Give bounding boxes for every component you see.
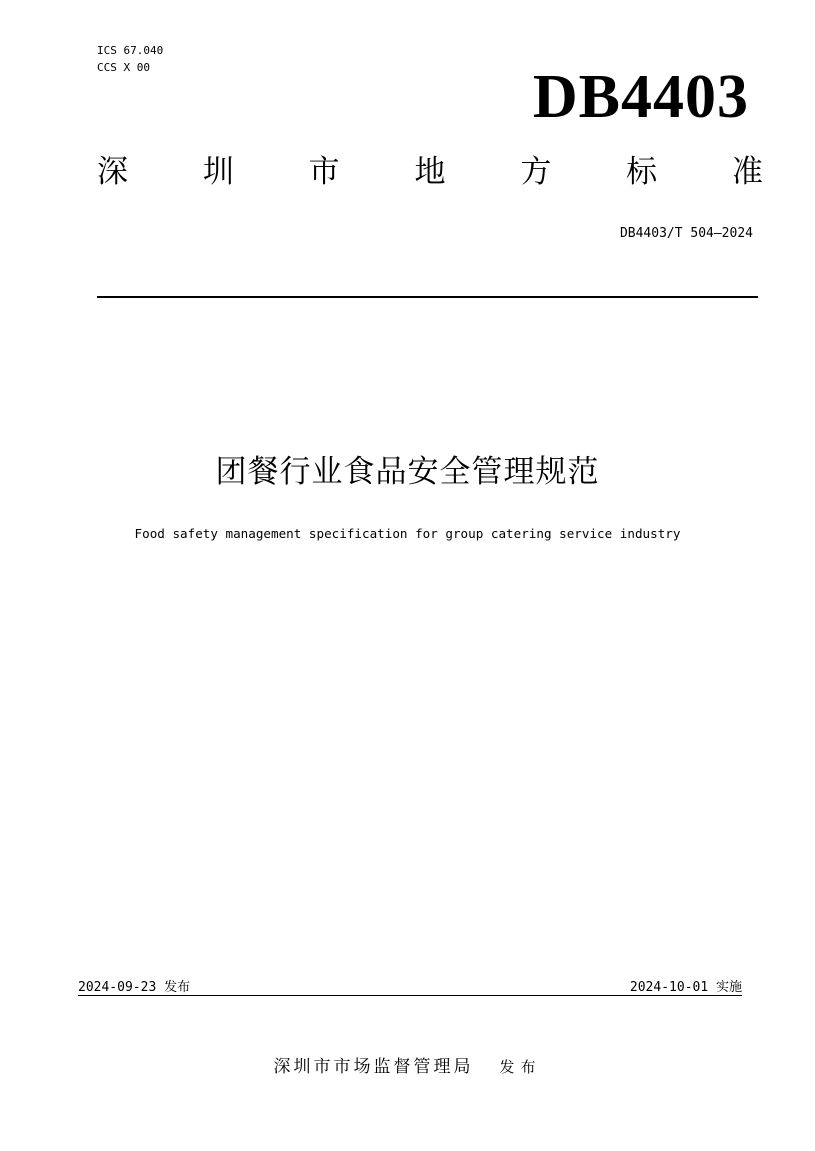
standard-type-char: 方: [520, 154, 552, 190]
standard-logo: DB4403: [532, 63, 749, 131]
standard-number: DB4403/T 504—2024: [619, 226, 753, 241]
ccs-code: CCS X 00: [97, 61, 150, 74]
publisher: [0, 1052, 815, 1077]
standard-type-char: 市: [308, 154, 340, 190]
standard-type: [97, 154, 763, 190]
standard-type-char: 圳: [202, 154, 234, 190]
header-divider: [97, 296, 758, 298]
publisher-action: 发布: [499, 1058, 542, 1076]
standard-type-char: 地: [414, 154, 446, 190]
implementation-date: 2024-10-01 实施: [629, 980, 742, 995]
issue-date: 2024-09-23 发布: [78, 980, 191, 995]
document-title-english: Food safety management specification for group catering service industry: [134, 526, 681, 541]
classification-codes: [97, 42, 163, 76]
document-title-chinese: 团餐行业食品安全管理规范: [215, 454, 600, 490]
ics-code: ICS 67.040: [97, 44, 164, 57]
dates-divider: [78, 995, 742, 996]
standard-type-char: 深: [97, 154, 128, 190]
standard-type-char: 标: [626, 154, 658, 190]
publisher-name: 深圳市市场监督管理局: [273, 1057, 474, 1077]
standard-type-char: 准: [731, 154, 763, 190]
